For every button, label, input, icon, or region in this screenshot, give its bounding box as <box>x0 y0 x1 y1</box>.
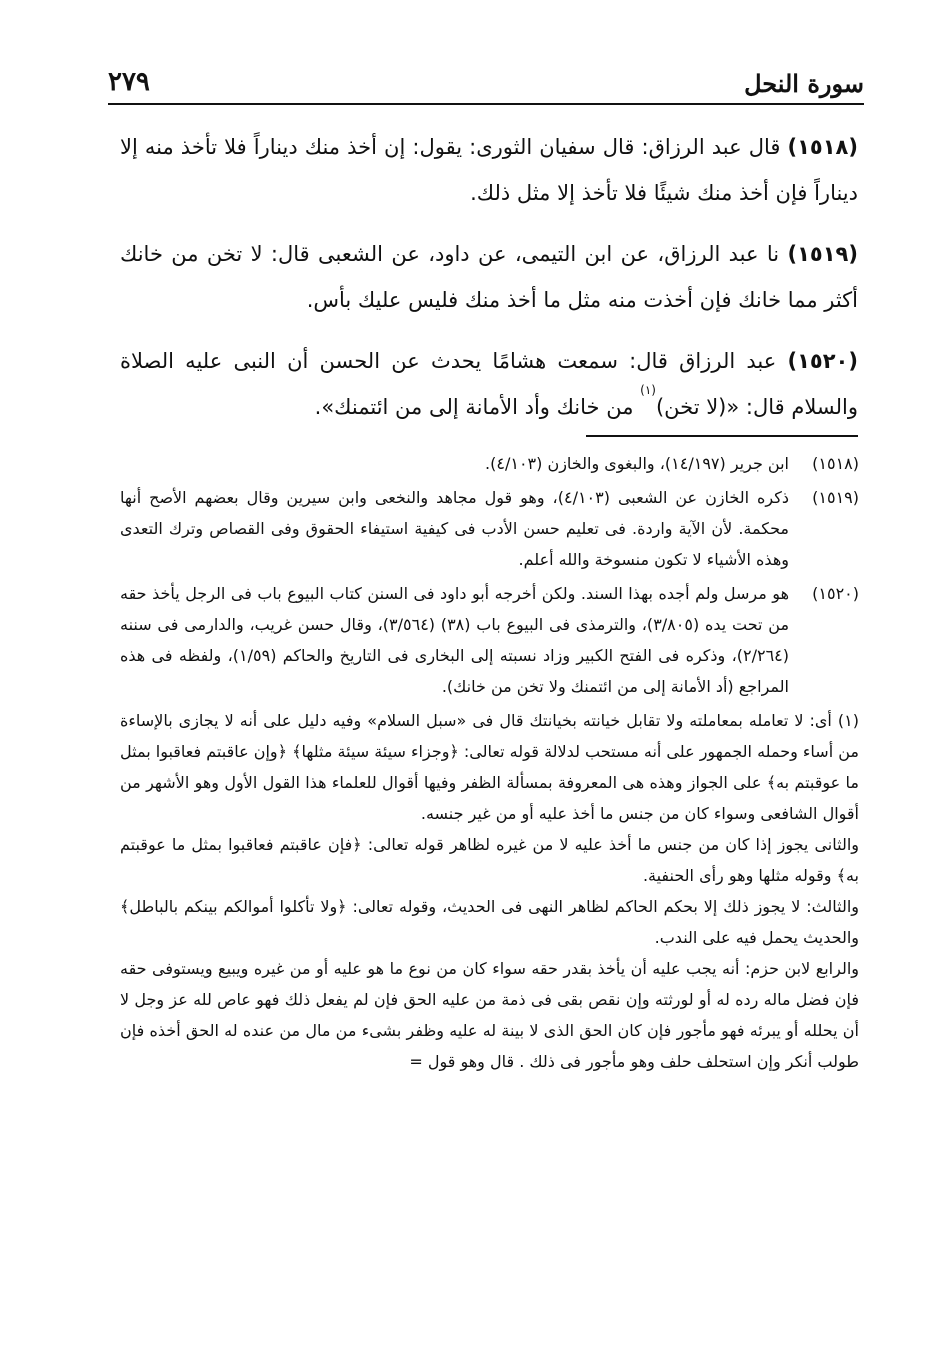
page-header <box>108 63 864 105</box>
hadith-text-end: من خانك وأد الأمانة إلى من ائتمنك». <box>314 395 641 419</box>
note-label: (١٥١٩) <box>812 488 859 507</box>
footnote-separator <box>586 435 858 437</box>
footnote-reference[interactable]: (١) <box>640 383 656 397</box>
note-1519 <box>120 482 859 575</box>
hadith-1518 <box>120 124 858 216</box>
hadith-number: (١٥١٩) <box>787 242 858 266</box>
footnote-paragraph: والثالث: لا يجوز ذلك إلا بحكم الحاكم لظاهر النهى فى الحديث، وقوله تعالى: ﴿ولا تأكلوا أموالكم بينكم بالباطل﴾ والحديث يحمل فيه على الندب. <box>120 897 859 947</box>
footnote-1 <box>120 705 859 1077</box>
footnote-paragraph: (١) أى: لا تعامله بمعاملته ولا تقابل خيانته بخيانتك قال فى «سبل السلام» وفيه دليل على أنه لا يجازى بالإساءة من أساء وحمله الجمهور على أنه مستحب لدلالة قوله تعالى: ﴿وجزاء سيئة سيئة مثلها﴾ ﴿وإن عاقبتم فعاقبوا بمثل ما عوقبتم به﴾ على الجواز وهذه هى المعروفة بمسألة الظفر وفيها أقوال للعلماء هذا القول الأول وهو الأشهر من أقوال الشافعى وسواء كان من جنس ما أخذ عليه أو من غير جنسه. <box>120 711 859 823</box>
note-text: هو مرسل ولم أجده بهذا السند. ولكن أخرجه أبو داود فى السنن كتاب البيوع باب فى الرجل يأخذ حقه من تحت يده (٣/٨٠٥)، والترمذى فى البيوع باب (٣٨) (٣/٥٦٤)، وقال حسن غريب، والدارمى فى سننه (٢/٢٦٤)، وذكره فى الفتح الكبير وزاد نسبته إلى البخارى فى التاريخ والحاكم (١/٥٩)، ولفظه فى هذه المراجع (أد الأمانة إلى من ائتمنك ولا تخن من خانك). <box>120 584 790 696</box>
note-text: ابن جرير (١٤/١٩٧)، والبغوى والخازن (٤/١٠٣). <box>485 454 789 473</box>
note-label: (١٥١٨) <box>812 454 859 473</box>
hadith-1519 <box>120 231 858 323</box>
footnotes-section <box>120 448 859 1077</box>
hadith-text: قال عبد الرزاق: قال سفيان الثورى: يقول: إن أخذ منك ديناراً فلا تأخذ منه إلا ديناراً فإن أخذ منك شيئًا فلا تأخذ إلا مثل ذلك. <box>120 135 858 205</box>
note-label: (١٥٢٠) <box>812 584 859 603</box>
page-number: ٢٧٩ <box>108 67 150 97</box>
hadith-text: عبد الرزاق قال: سمعت هشامًا يحدث عن الحسن أن النبى عليه الصلاة والسلام قال: «(لا تخن) <box>120 349 858 419</box>
hadith-text: نا عبد الرزاق، عن ابن التيمى، عن داود، عن الشعبى قال: لا تخن من خانك أكثر مما خانك فإن أخذت منه مثل ما أخذ منك فليس عليك بأس. <box>120 242 858 312</box>
note-1518 <box>120 448 859 479</box>
footnote-paragraph: والرابع لابن حزم: أنه يجب عليه أن يأخذ بقدر حقه سواء كان من نوع ما هو عليه أو من غيره ويبيع ويستوفى حقه فإن فضل ماله رده له أو لورثته وإن نقص بقى فى ذمة من عليه الحق فإن لم يفعل ذلك فهو عاص لله عز وجل لا أن يحلله أو يبرئه فهو مأجور فإن كان الحق الذى لا بينة له عليه وظفر بشىء من مال من عنده له الحق أخذه فإن طولب أنكر وإن استحلف حلف وهو مأجور فى ذلك . قال وهو قول = <box>120 959 859 1071</box>
note-1520 <box>120 578 859 702</box>
footnote-paragraph: والثانى يجوز إذا كان من جنس ما أخذ عليه لا من غيره لظاهر قوله تعالى: ﴿فإن عاقبتم فعاقبوا بمثل ما عوقبتم به﴾ وقوله مثلها وهو رأى الحنفية. <box>120 835 859 885</box>
hadith-1520 <box>120 338 858 430</box>
main-text <box>120 124 858 445</box>
hadith-number: (١٥٢٠) <box>787 349 858 373</box>
hadith-number: (١٥١٨) <box>787 135 858 159</box>
note-text: ذكره الخازن عن الشعبى (٤/١٠٣)، وهو قول مجاهد والنخعى وابن سيرين وقال بعضهم الأصح أنها محكمة. لأن الآية واردة. فى تعليم حسن الأدب فى كيفية استيفاء الحقوق وفى القصاص وترك التعدى وهذه الأشياء لا تكون منسوخة والله أعلم. <box>120 488 789 569</box>
surah-title: سورة النحل <box>744 69 864 98</box>
